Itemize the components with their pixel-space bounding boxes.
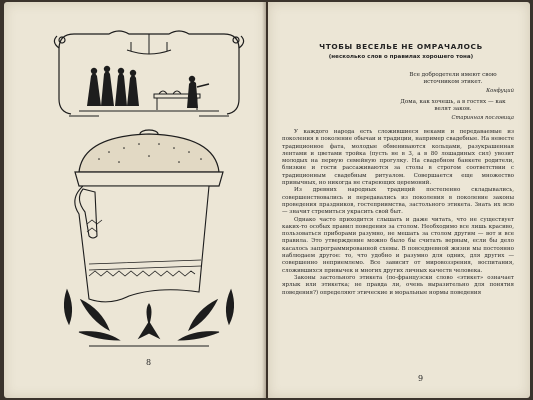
epigraph-1-text: Все добродетели имеют свою источником этикет.	[409, 72, 497, 85]
chapter-title: ЧТОБЫ ВЕСЕЛЬЕ НЕ ОМРАЧАЛОСЬ	[319, 42, 483, 51]
epigraph-1	[392, 72, 514, 95]
left-page	[4, 2, 266, 398]
epigraph-2-source: Старинная пословица	[451, 115, 514, 121]
decorative-illustration	[49, 24, 249, 354]
right-page	[268, 2, 530, 398]
paragraph: Законы застольного этикета (по-французски слово «этикет» означает ярлык или этикетка; не правда ли, очень выразительно для понятия поведения?) определяют этические и моральные нормы поведения	[282, 274, 514, 296]
chapter-subtitle: (несколько слов о правилах хорошего тона)	[328, 54, 474, 60]
epigraph-2	[392, 99, 514, 122]
body-text	[282, 129, 514, 297]
paragraph: Из древних народных традиций постепенно складывались, совершенствовались и передавались из поколения в поколение законы проведения праздников, гостеприимства, застольного этикета. Знать их всю — значит стремиться украсить свой быт.	[282, 187, 514, 216]
epigraph-2-text: Дома, как хочешь, а в гостях — как велят закон.	[400, 99, 506, 112]
right-page-number: 9	[418, 374, 424, 383]
paragraph: Однако часто приходится слышать и даже читать, что не существует каких-то особых правил поведения за столом. Необходимо все лишь красиво, пользоваться приборами разумно, не мешать за столом другим — вот и все правила. Это утверждение можно было бы считать верным, если бы дело касалось запрограммированной схемы. В повседневной жизни мы постоянно наблюдаем другое: то, что удобно и разумно для одних, для других — совершенно неприемлемо. Все зависит от мировоззрения, воспитания, сложившихся привычек и многих других личных качеств человека.	[282, 216, 514, 274]
paragraph: У каждого народа есть сложившиеся веками и передаваемые из поколения в поколение обычаи и традиции, например свадебные. На невесте традиционное фата, молодые обмениваются кольцами, разукрашенная лентами и цветами тройка (пусть не в 3, а в 80 лошадиных сил) увозит молодых на первую семейную прогулку. На свадебном банкете родители, близкие и гости рассаживаются за столы в строгом соответствии с традиционным свадебным ритуалом. Совершается еще множество привычных, но никогда не стареющих церемоний.	[282, 129, 514, 187]
epigraph-1-source: Конфуций	[486, 88, 514, 94]
left-page-number: 8	[146, 358, 152, 367]
